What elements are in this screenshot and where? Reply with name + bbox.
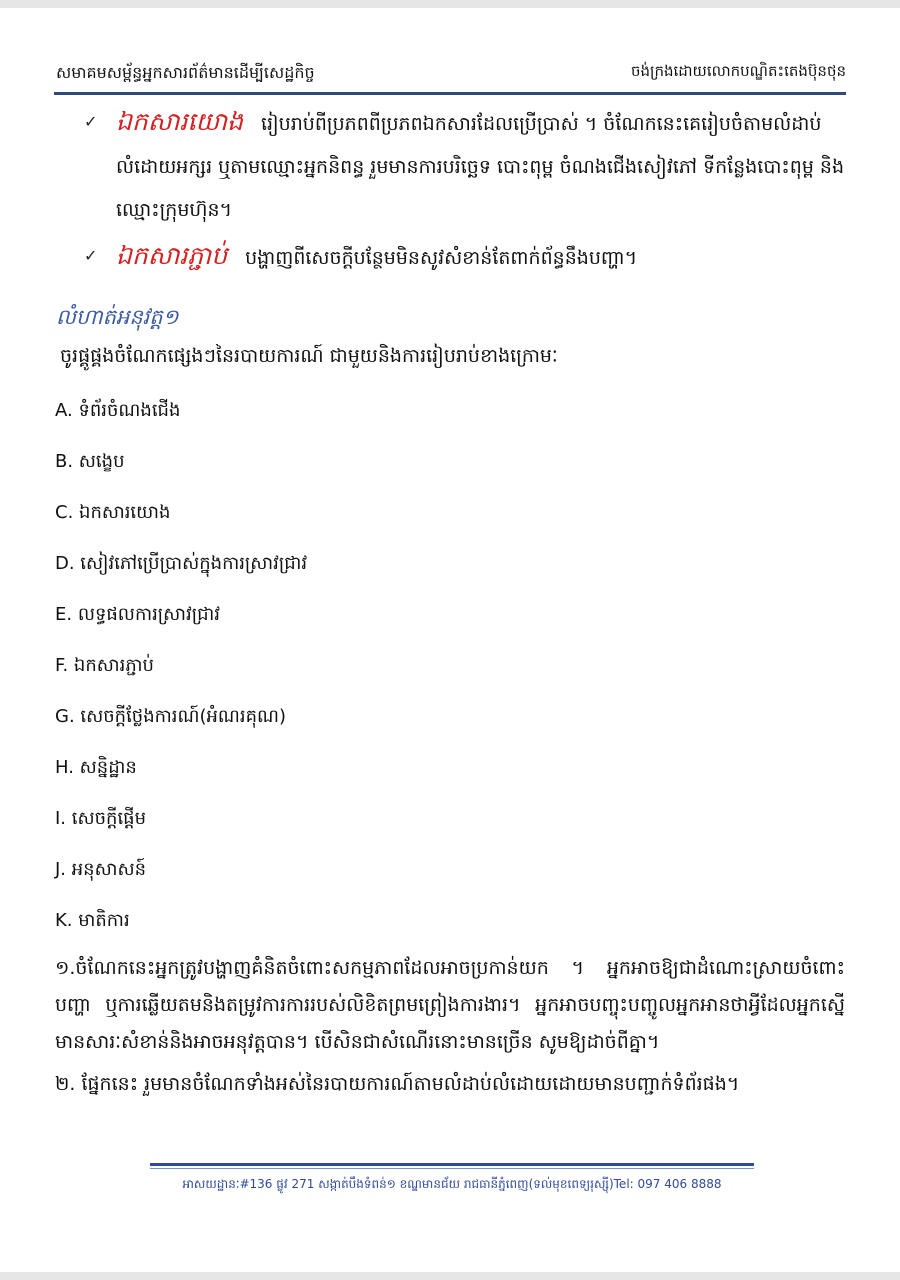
question-1: ១.ចំណែកនេះអ្នកត្រូវបង្ហាញគំនិតចំពោះសកម្មភាពដែលអាចប្រកាន់យក ។ អ្នកអាចឱ្យជាដំណោះស្រាយចំពោះបញ្ហា ឬការឆ្លើយតមនិងតម្រូវការការរបស់លិខិតព្រមព្រៀងការងារ។ អ្នកអាចបញ្ចុះបញ្ចូលអ្នកអានថាអ្វីដែលអ្នកស្នើមានសារៈសំខាន់និងអាចអនុវត្តបាន។ បើសិនជាសំណើរនោះមានច្រើន សូមឱ្យដាច់ពីគ្នា។ bbox=[55, 957, 845, 1053]
option-item: K. មាតិការ bbox=[55, 910, 130, 931]
checkmark-icon: ✓ bbox=[84, 246, 98, 265]
bullet-term: ឯកសារភ្ជាប់ bbox=[116, 241, 228, 270]
checkmark-icon: ✓ bbox=[84, 112, 98, 131]
exercise-title: លំហាត់អនុវត្ត១ bbox=[56, 305, 179, 329]
exercise-instruction: ចូរផ្គូផ្គងចំណែកផ្សេងៗនៃរបាយការណ៍ ជាមួយនិងការរៀបរាប់ខាងក្រោមៈ bbox=[60, 345, 558, 367]
option-item: G. សេចក្តីថ្លែងការណ៍(អំណរគុណ) bbox=[55, 706, 287, 727]
top-band bbox=[0, 0, 900, 8]
header-organization: សមាគមសម្ព័ន្ធអ្នកសារព័ត៌មានដើម្បីសេដ្ឋកិច្ច bbox=[56, 63, 315, 82]
option-list bbox=[55, 396, 845, 957]
footer-divider-thin bbox=[150, 1168, 754, 1169]
option-item: I. សេចក្តីផ្តើម bbox=[55, 808, 147, 829]
bullet-list bbox=[84, 100, 854, 280]
option-item: H. សន្និដ្ឋាន bbox=[55, 757, 137, 778]
option-item: B. សង្ខេប bbox=[55, 451, 125, 472]
option-item: E. លទ្ធផលការស្រាវជ្រាវ bbox=[55, 604, 220, 625]
option-item: J. អនុសាសន៍ bbox=[55, 859, 147, 880]
bullet-text: បង្ហាញពីសេចក្តីបន្ថែមមិនសូវសំខាន់តែពាក់ព័ន្ធនឹងបញ្ហា។ bbox=[245, 247, 638, 269]
header-divider bbox=[54, 92, 846, 95]
option-item: D. សៀវភៅប្រើប្រាស់ក្នុងការស្រាវជ្រាវ bbox=[55, 553, 308, 574]
footer-divider bbox=[150, 1163, 754, 1166]
bullet-text: រៀបរាប់ពីប្រភពពីប្រភពឯកសារដែលប្រើប្រាស់ ។ ចំណែកនេះគេរៀបចំតាមលំដាប់លំដោយអក្សរ ឬតាមឈ្មោះអ្នកនិពន្ធ រួមមានការបរិច្ឆេទ បោះពុម្ព ចំណងជើងសៀវភៅ ទីកន្លែងបោះពុម្ព និងឈ្មោះក្រុមហ៊ុន។ bbox=[116, 113, 845, 221]
footer-address: អាសយដ្ឋានៈ#136 ផ្លូវ 271 សង្កាត់បឹងទំពន់១ ខណ្ឌមានជ័យ រាជធានីភ្នំពេញ(ទល់មុខពេទ្យរុស្ស៊ី)Tel: 097 406 8888 bbox=[182, 1177, 722, 1191]
header-author: ចង់ក្រងដោយលោកបណ្ឌិតះតេងប៊ុនថុន bbox=[630, 62, 846, 80]
page-header bbox=[56, 62, 846, 86]
option-item: F. ឯកសារភ្ជាប់ bbox=[55, 655, 154, 676]
option-item: A. ទំព័រចំណងជើង bbox=[55, 400, 181, 421]
option-item: C. ឯកសារយោង bbox=[55, 502, 171, 523]
bullet-term: ឯកសារយោង bbox=[116, 107, 243, 136]
bullet-appendix bbox=[84, 234, 854, 280]
bullet-references bbox=[84, 100, 854, 232]
bottom-band bbox=[0, 1272, 900, 1280]
question-2: ២. ផ្នែកនេះ រួមមានចំណែកទាំងអស់នៃរបាយការណ៍តាមលំដាប់លំដោយដោយមានបញ្ជាក់ទំព័រផង។ bbox=[55, 1073, 740, 1095]
